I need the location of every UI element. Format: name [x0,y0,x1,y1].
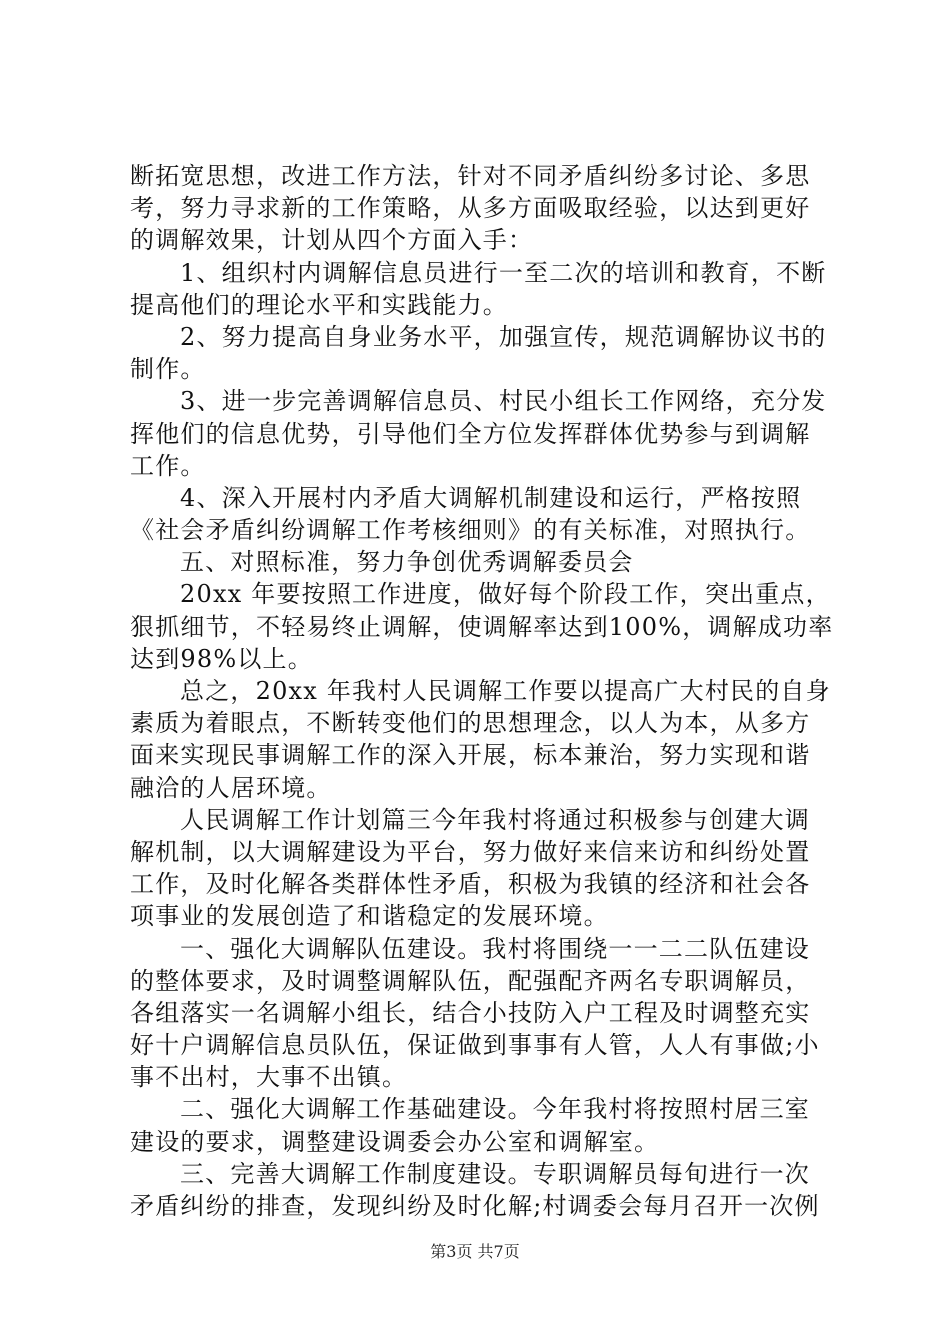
text-line: 1、组织村内调解信息员进行一至二次的培训和教育，不断 [180,259,827,287]
text-line: 人民调解工作计划篇三今年我村将通过积极参与创建大调 [180,806,810,834]
text-line: 狠抓细节，不轻易终止调解，使调解率达到100%，调解成功率 [130,613,834,641]
text-line: 五、对照标准，努力争创优秀调解委员会 [180,548,634,576]
text-line: 总之，20xx 年我村人民调解工作要以提高广大村民的自身 [180,677,831,705]
text-line: 20xx 年要按照工作进度，做好每个阶段工作，突出重点， [180,580,831,608]
text-line: 达到98%以上。 [130,645,313,673]
text-line: 各组落实一名调解小组长，结合小技防入户工程及时调整充实 [130,999,811,1027]
text-line: 事不出村，大事不出镇。 [130,1063,408,1091]
text-line: 提高他们的理论水平和实践能力。 [130,291,508,319]
page-number-footer: 第3页 共7页 [430,1242,520,1261]
text-line: 工作，及时化解各类群体性矛盾，积极为我镇的经济和社会各 [130,870,811,898]
text-line: 项事业的发展创造了和谐稳定的发展环境。 [130,902,609,930]
text-line: 解机制，以大调解建设为平台，努力做好来信来访和纠纷处置 [130,838,811,866]
text-line: 好十户调解信息员队伍，保证做到事事有人管，人人有事做;小 [130,1031,820,1059]
text-line: 融洽的人居环境。 [130,774,332,802]
text-line: 二、强化大调解工作基础建设。今年我村将按照村居三室 [180,1095,810,1123]
text-line: 挥他们的信息优势，引导他们全方位发挥群体优势参与到调解 [130,420,811,448]
text-line: 断拓宽思想，改进工作方法，针对不同矛盾纠纷多讨论、多思 [130,162,811,190]
text-line: 的整体要求，及时调整调解队伍，配强配齐两名专职调解员， [130,967,811,995]
text-line: 考，努力寻求新的工作策略，从多方面吸取经验，以达到更好 [130,194,811,222]
text-line: 面来实现民事调解工作的深入开展，标本兼治，努力实现和谐 [130,741,811,769]
text-line: 3、进一步完善调解信息员、村民小组长工作网络，充分发 [180,387,827,415]
text-line: 建设的要求，调整建设调委会办公室和调解室。 [130,1128,660,1156]
text-line: 素质为着眼点，不断转变他们的思想理念，以人为本，从多方 [130,709,811,737]
text-line: 一、强化大调解队伍建设。我村将围绕一一二二队伍建设 [180,935,810,963]
text-line: 2、努力提高自身业务水平，加强宣传，规范调解协议书的 [180,323,827,351]
text-line: 的调解效果，计划从四个方面入手： [130,226,534,254]
text-line: 工作。 [130,452,206,480]
text-line: 《社会矛盾纠纷调解工作考核细则》的有关标准，对照执行。 [130,516,811,544]
text-line: 制作。 [130,355,206,383]
text-line: 4、深入开展村内矛盾大调解机制建设和运行，严格按照 [180,484,802,512]
text-line: 矛盾纠纷的排查，发现纠纷及时化解;村调委会每月召开一次例 [130,1192,820,1220]
text-line: 三、完善大调解工作制度建设。专职调解员每旬进行一次 [180,1160,810,1188]
